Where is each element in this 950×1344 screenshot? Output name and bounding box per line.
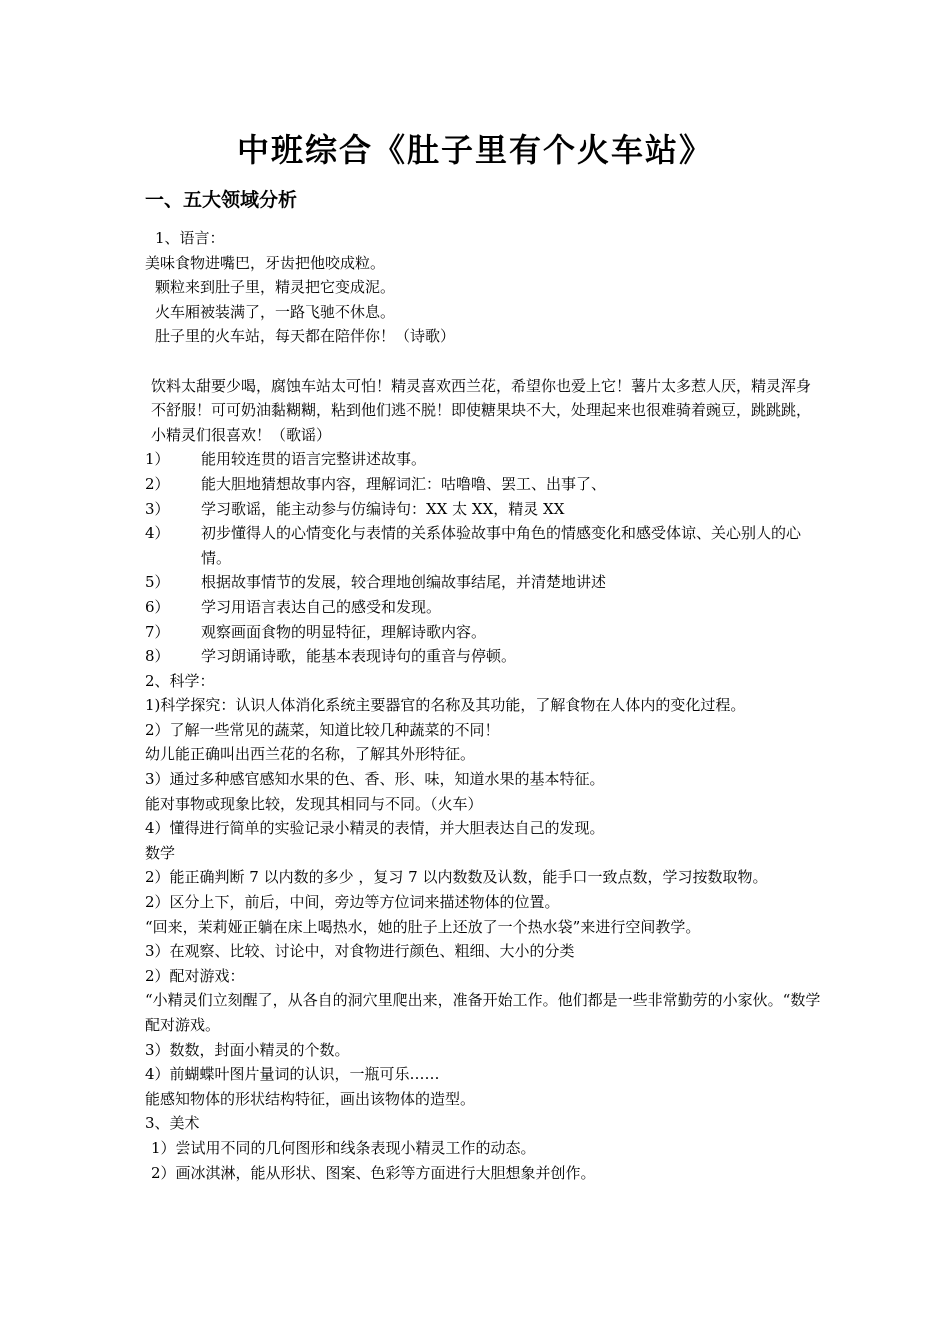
goal-item — [145, 447, 825, 472]
goal-text: 学习用语言表达自己的感受和发现。 — [201, 597, 442, 616]
math-line: “回来，茉莉娅正躺在床上喝热水，她的肚子上还放了一个热水袋”来进行空间教学。 — [145, 917, 701, 936]
goal-number: 3） — [145, 499, 170, 518]
science-line: 幼儿能正确叫出西兰花的名称，了解其外形特征。 — [145, 745, 476, 764]
math-line: 2）配对游戏： — [145, 966, 245, 985]
math-line: 4）前蝴蝶叶图片量词的认识，一瓶可乐…… — [145, 1065, 440, 1084]
goal-item — [145, 570, 825, 595]
language-heading: 1、语言： — [155, 229, 225, 247]
rhyme-paragraph: 饮料太甜要少喝，腐蚀车站太可怕！精灵喜欢西兰花，希望你也爱上它！薯片太多惹人厌，精灵浑身不舒服！可可奶油黏糊糊，粘到他们逃不脱！即使糖果块不大，处理起来也很难骑着豌豆，跳跳跳，小精灵们很喜欢！（歌谣） — [151, 376, 812, 444]
goal-text: 根据故事情节的发展，较合理地创编故事结尾，并清楚地讲述 — [201, 573, 607, 592]
goal-number: 8） — [145, 647, 170, 666]
section-heading: 一、五大领域分析 — [145, 189, 298, 211]
math-line: “小精灵们立刻醒了，从各自的洞穴里爬出来，准备开始工作。他们都是一些非常勤劳的小家伙。“数学配对游戏。 — [145, 991, 821, 1034]
science-heading: 2、科学： — [145, 671, 215, 690]
goal-item — [145, 620, 825, 645]
math-line: 2）能正确判断 7 以内数的多少 ，复习 7 以内数数及认数，能手口一致点数，学习按数取物。 — [145, 868, 768, 887]
goal-item — [145, 472, 825, 497]
poem-line: 颗粒来到肚子里，精灵把它变成泥。 — [155, 278, 396, 297]
document-body — [145, 226, 825, 1185]
poem-line: 美味食物进嘴巴，牙齿把他咬成粒。 — [145, 253, 386, 272]
goal-item — [145, 644, 825, 669]
goal-number: 7） — [145, 622, 170, 641]
math-line: 3）数数，封面小精灵的个数。 — [145, 1040, 350, 1059]
goal-number: 1） — [145, 450, 170, 469]
goal-text: 能大胆地猜想故事内容，理解词汇：咕噜噜、罢工、出事了、 — [201, 474, 607, 493]
science-line: 4）懂得进行简单的实验记录小精灵的表情，并大胆表达自己的发现。 — [145, 819, 605, 838]
goal-number: 6） — [145, 597, 170, 616]
goal-text: 能用较连贯的语言完整讲述故事。 — [201, 450, 427, 469]
science-line: 2）了解一些常见的蔬菜，知道比较几种蔬菜的不同！ — [145, 720, 500, 739]
math-heading: 数学 — [145, 843, 176, 862]
goal-number: 5） — [145, 573, 170, 592]
math-line: 3）在观察、比较、讨论中，对食物进行颜色、粗细、大小的分类 — [145, 942, 575, 961]
goal-item — [145, 497, 825, 522]
poem-line: 肚子里的火车站，每天都在陪伴你！（诗歌） — [155, 327, 456, 346]
goal-number: 4） — [145, 524, 170, 543]
math-line: 2）区分上下，前后，中间，旁边等方位词来描述物体的位置。 — [145, 893, 560, 912]
poem-line: 火车厢被装满了，一路飞驰不休息。 — [155, 302, 396, 321]
science-line: 3）通过多种感官感知水果的色、香、形、味，知道水果的基本特征。 — [145, 770, 605, 789]
art-heading: 3、美术 — [145, 1114, 200, 1133]
art-line: 1）尝试用不同的几何图形和线条表现小精灵工作的动态。 — [151, 1138, 536, 1157]
goal-item — [145, 521, 825, 570]
document-title: 中班综合《肚子里有个火车站》 — [236, 131, 713, 169]
science-line: 能对事物或现象比较，发现其相同与不同。（火车） — [145, 794, 483, 813]
math-line: 能感知物体的形状结构特征，画出该物体的造型。 — [145, 1089, 476, 1108]
goal-text: 学习歌谣，能主动参与仿编诗句：XX 太 XX，精灵 XX — [201, 499, 565, 518]
spacer — [145, 349, 825, 374]
goal-text: 观察画面食物的明显特征，理解诗歌内容。 — [201, 622, 487, 641]
goal-item — [145, 595, 825, 620]
goal-number: 2） — [145, 474, 170, 493]
goal-text: 学习朗诵诗歌，能基本表现诗句的重音与停顿。 — [201, 647, 517, 666]
goal-text: 初步懂得人的心情变化与表情的关系体验故事中角色的情感变化和感受体谅、关心别人的心情。 — [201, 524, 802, 567]
science-line: 1)科学探究：认识人体消化系统主要器官的名称及其功能，了解食物在人体内的变化过程。 — [145, 696, 746, 715]
art-line: 2）画冰淇淋，能从形状、图案、色彩等方面进行大胆想象并创作。 — [151, 1163, 596, 1182]
